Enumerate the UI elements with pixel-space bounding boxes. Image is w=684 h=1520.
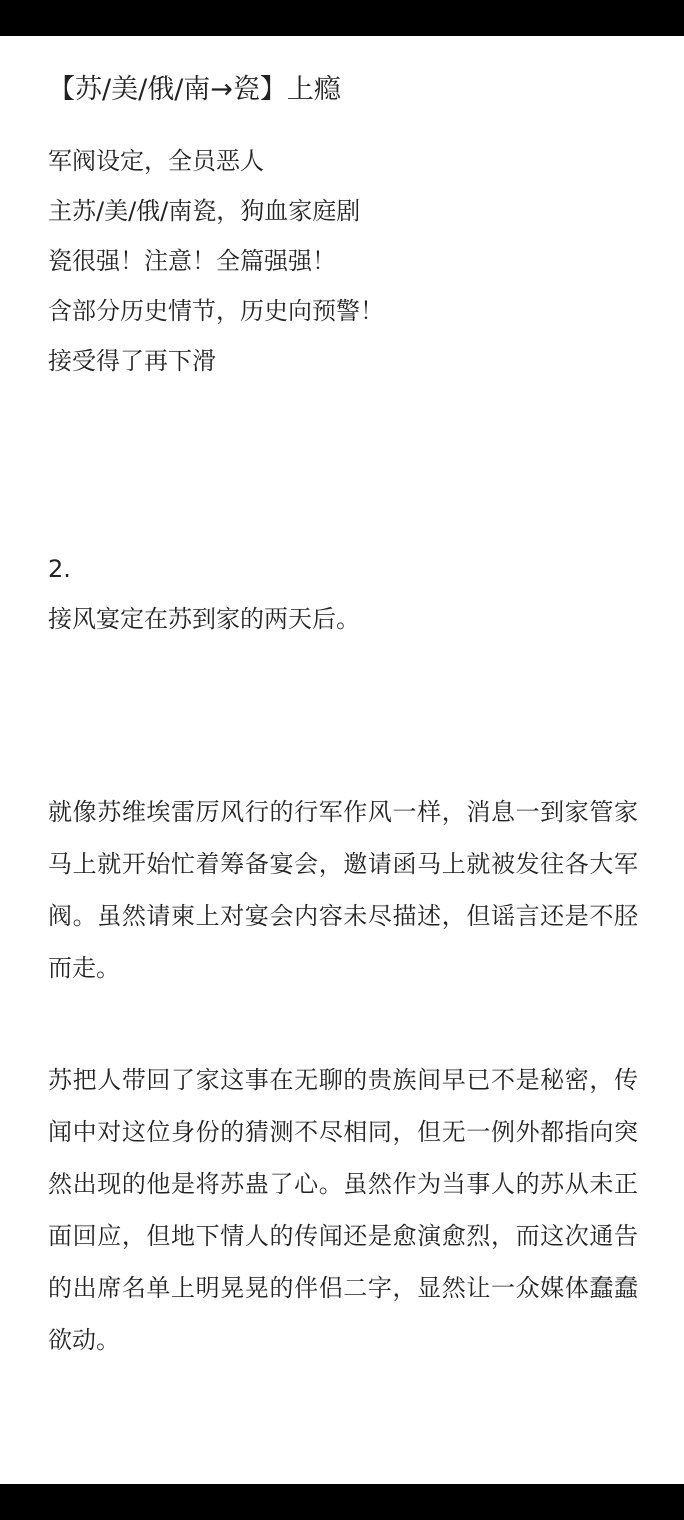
- chapter-first-line: 接风宴定在苏到家的两天后。: [48, 605, 360, 633]
- intro-line: 含部分历史情节，历史向预警！: [48, 297, 384, 325]
- intro-line: 接受得了再下滑: [48, 347, 216, 375]
- bottom-navigation-bar: [0, 1484, 684, 1520]
- paragraph: 就像苏维埃雷厉风行的行军作风一样，消息一到家管家马上就开始忙着筹备宴会，邀请函马上就被发往各大军阀。虽然请柬上对宴会内容未尽描述，但谣言还是不胫而走。: [48, 798, 638, 982]
- intro-line: 主苏/美/俄/南瓷，狗血家庭剧: [48, 197, 361, 225]
- paragraph: 苏把人带回了家这事在无聊的贵族间早已不是秘密，传闻中对这位身份的猜测不尽相同，但无一例外都指向突然出现的他是将苏蛊了心。虽然作为当事人的苏从未正面回应，但地下情人的传闻还是愈演愈烈，而这次通告的出席名单上明晃晃的伴侣二字，显然让一众媒体蠢蠢欲动。: [48, 1066, 638, 1354]
- chapter-heading: [48, 544, 360, 644]
- intro-line: 瓷很强！注意！全篇强强！: [48, 247, 336, 275]
- intro-line: 军阀设定，全员恶人: [48, 147, 264, 175]
- chapter-number: 2.: [48, 555, 71, 583]
- article-title: 【苏/美/俄/南→瓷】上瘾: [48, 74, 341, 105]
- top-status-bar: [0, 0, 684, 36]
- intro-notes: [48, 136, 384, 386]
